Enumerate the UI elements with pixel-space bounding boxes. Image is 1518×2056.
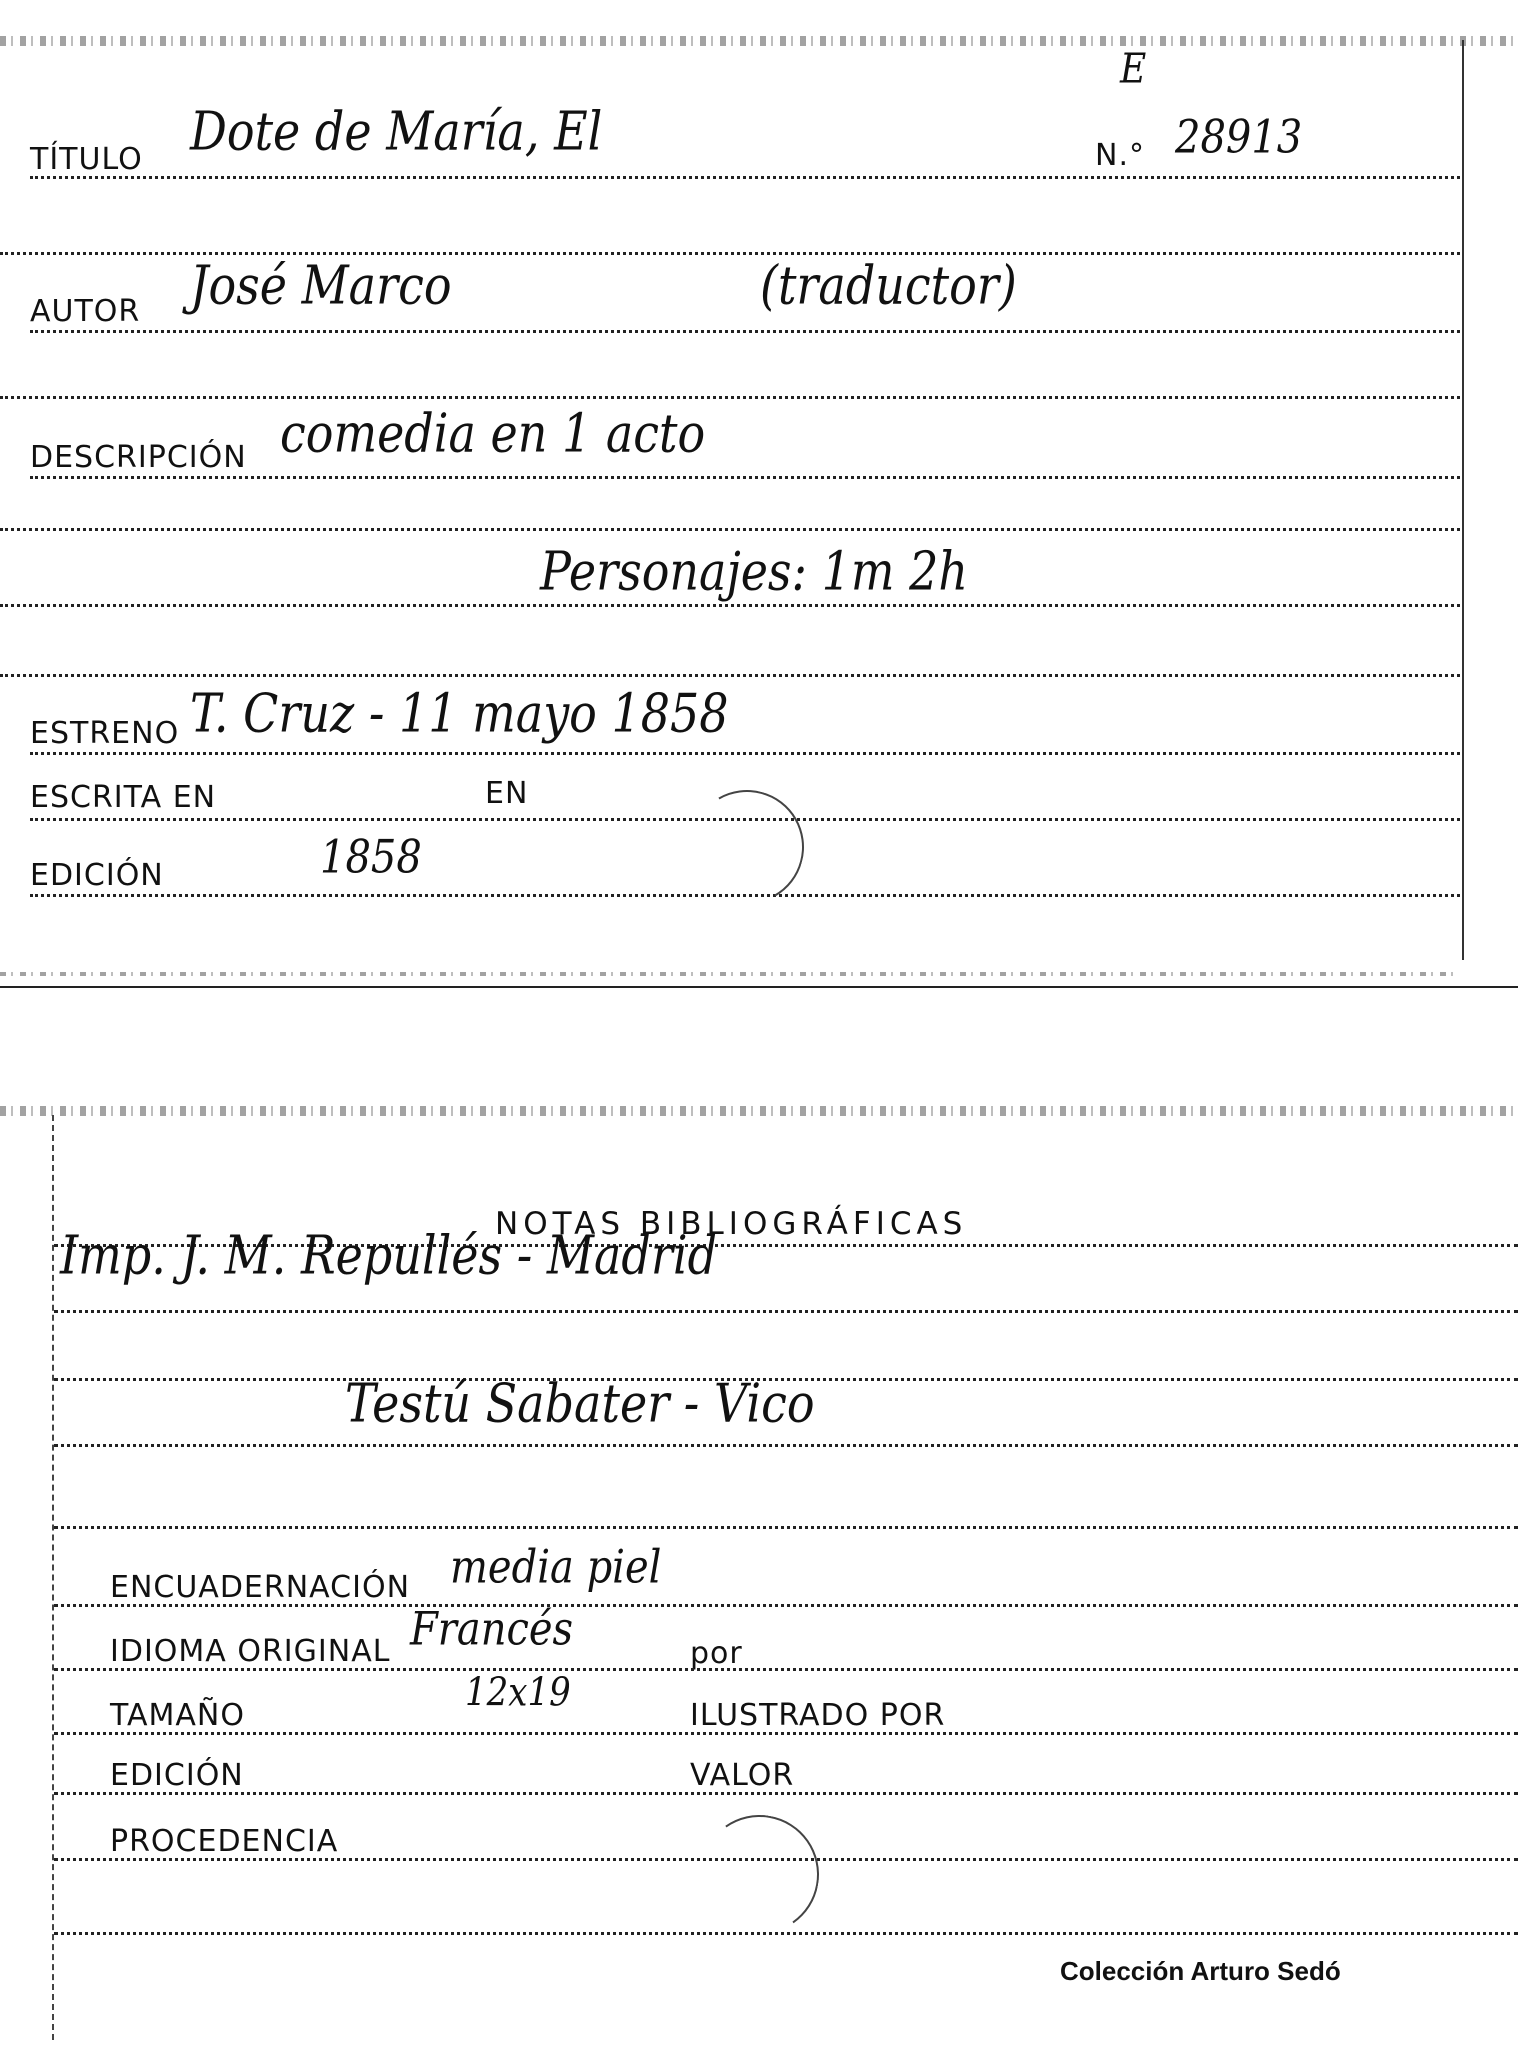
rule <box>0 396 1460 399</box>
autor-rule <box>30 330 1460 333</box>
card-edge-wear <box>0 36 1518 46</box>
estreno-rule <box>30 752 1460 755</box>
rule <box>54 1604 1518 1607</box>
ilustrado-label: ILUSTRADO POR <box>690 1698 946 1733</box>
numero-value: 28913 <box>1175 111 1303 164</box>
descripcion-label: DESCRIPCIÓN <box>30 440 247 475</box>
idioma-label: IDIOMA ORIGINAL <box>110 1634 391 1669</box>
descripcion-extra: Personajes: 1m 2h <box>540 539 969 602</box>
descripcion-value: comedia en 1 acto <box>280 401 706 464</box>
encuadernacion-label: ENCUADERNACIÓN <box>110 1570 411 1605</box>
rule <box>0 674 1460 677</box>
card-left-edge <box>52 1115 54 2040</box>
rule <box>54 1792 1518 1795</box>
titulo-label: TÍTULO <box>30 142 143 177</box>
card-bottom-wear <box>0 972 1460 976</box>
edicion-label: EDICIÓN <box>110 1758 244 1793</box>
card-edge-wear <box>0 1106 1518 1116</box>
note-line-1: Imp. J. M. Repullés - Madrid <box>60 1223 718 1286</box>
numero-label: N.° <box>1095 138 1145 173</box>
rule <box>54 1444 1518 1447</box>
collection-credit: Colección Arturo Sedó <box>1060 1956 1341 1986</box>
autor-value: José Marco <box>190 253 452 316</box>
tamano-label: TAMAÑO <box>110 1698 245 1733</box>
note-line-2: Testú Sabater - Vico <box>345 1371 815 1434</box>
rule <box>0 528 1460 531</box>
autor-role: (traductor) <box>760 253 1017 316</box>
escrita-en-label: ESCRITA EN <box>30 780 217 815</box>
estreno-label: ESTRENO <box>30 716 180 751</box>
card-right-edge <box>1462 40 1464 960</box>
escrita-en-label-2: EN <box>485 776 529 811</box>
rule <box>54 1932 1518 1935</box>
edicion-value: 1858 <box>320 831 422 884</box>
rule <box>0 604 1460 607</box>
notas-heading: NOTAS BIBLIOGRÁFICAS <box>495 1206 968 1242</box>
titulo-value: Dote de María, El <box>190 99 603 162</box>
procedencia-label: PROCEDENCIA <box>110 1824 339 1859</box>
numero-mark: E <box>1120 45 1147 93</box>
rule <box>54 1526 1518 1529</box>
tamano-value: 12x19 <box>465 1670 571 1716</box>
estreno-value: T. Cruz - 11 mayo 1858 <box>190 681 729 744</box>
idioma-value: Francés <box>410 1603 574 1656</box>
rule <box>54 1668 1518 1671</box>
punch-hole-mark <box>691 1806 829 1944</box>
card-separator <box>0 986 1518 988</box>
valor-label: VALOR <box>690 1758 795 1793</box>
titulo-rule <box>30 176 1460 179</box>
autor-label: AUTOR <box>30 294 141 329</box>
descripcion-rule <box>30 476 1460 479</box>
rule <box>54 1310 1518 1313</box>
edicion-label: EDICIÓN <box>30 858 164 893</box>
encuadernacion-value: media piel <box>450 1541 662 1594</box>
idioma-por-label: por <box>690 1636 743 1671</box>
rule <box>54 1732 1518 1735</box>
